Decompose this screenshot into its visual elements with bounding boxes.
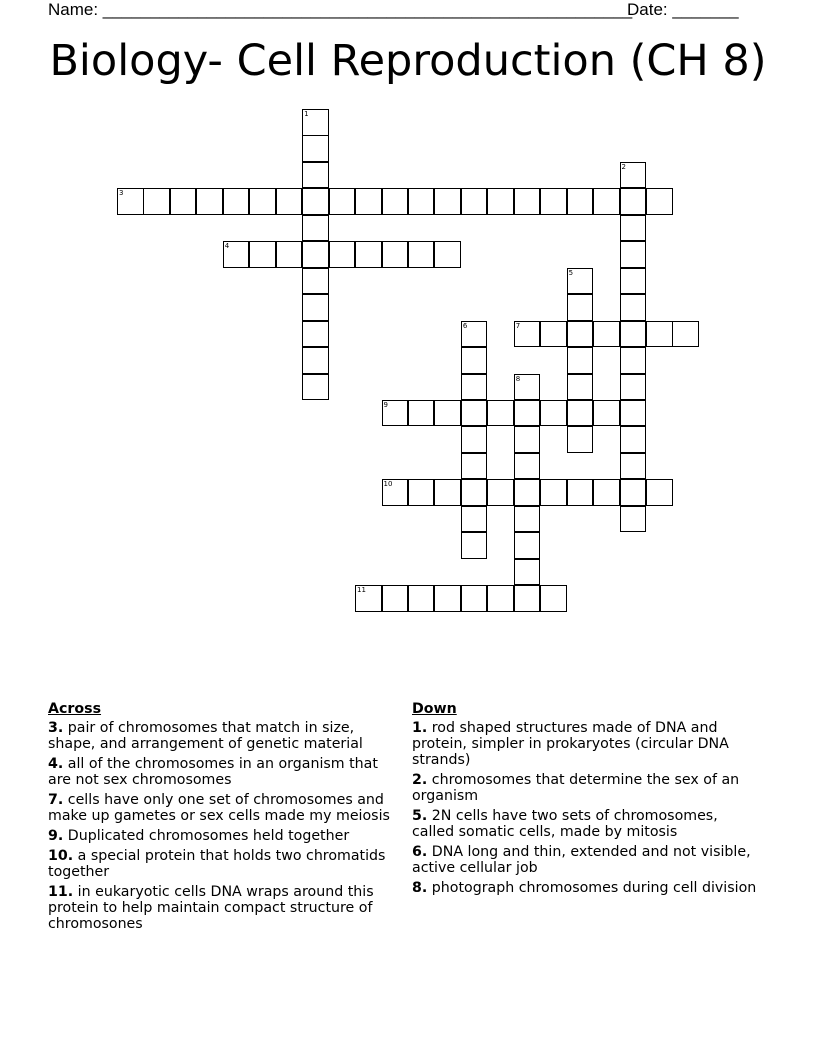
grid-cell[interactable] — [408, 479, 435, 506]
grid-cell[interactable] — [620, 400, 647, 427]
clue-number: 1 — [304, 110, 309, 118]
grid-cell[interactable] — [223, 188, 250, 215]
clue-number: 10 — [383, 480, 393, 489]
grid-cell[interactable] — [302, 135, 329, 162]
grid-cell[interactable] — [646, 321, 673, 348]
grid-cell[interactable] — [461, 532, 488, 559]
grid-cell[interactable] — [567, 479, 594, 506]
grid-cell[interactable] — [461, 400, 488, 427]
grid-cell[interactable] — [302, 321, 329, 348]
grid-cell[interactable] — [461, 374, 488, 401]
grid-cell[interactable] — [302, 268, 329, 295]
grid-cell[interactable] — [646, 188, 673, 215]
grid-cell[interactable] — [434, 241, 461, 268]
clue-number: 2 — [621, 162, 627, 171]
grid-cell[interactable] — [487, 585, 514, 612]
grid-cell[interactable] — [302, 294, 329, 321]
grid-cell[interactable] — [196, 188, 223, 215]
grid-cell[interactable] — [302, 162, 329, 189]
grid-cell[interactable] — [567, 347, 594, 374]
grid-cell[interactable] — [461, 347, 488, 374]
grid-cell[interactable] — [408, 241, 435, 268]
grid-cell[interactable] — [408, 188, 435, 215]
grid-cell[interactable] — [382, 585, 409, 612]
clue-number: 5 — [568, 268, 574, 277]
grid-cell[interactable] — [593, 479, 620, 506]
clue-number: 11 — [357, 586, 366, 595]
grid-cell[interactable] — [461, 426, 488, 453]
grid-cell[interactable] — [302, 188, 329, 215]
grid-cell[interactable] — [620, 241, 647, 268]
grid-cell[interactable] — [434, 400, 461, 427]
grid-cell[interactable] — [408, 585, 435, 612]
down-clue-1: 1. rod shaped structures made of DNA and protein, simpler in prokaryotes (circular DNA strands) — [412, 720, 729, 768]
down-clue-5: 5. 2N cells have two sets of chromosomes, called somatic cells, made by mitosis — [412, 808, 718, 840]
grid-cell[interactable] — [672, 321, 699, 348]
grid-cell[interactable] — [302, 215, 329, 242]
across-clue-9: 9. Duplicated chromosomes held together — [48, 828, 350, 844]
across-clue-3: 3. pair of chromosomes that match in size, shape, and arrangement of genetic material — [48, 720, 363, 752]
page-title: Biology- Cell Reproduction (CH 8) — [49, 36, 767, 86]
grid-cell[interactable] — [514, 188, 541, 215]
grid-cell[interactable] — [567, 188, 594, 215]
grid-cell[interactable] — [487, 188, 514, 215]
clue-number: 9 — [383, 400, 388, 409]
clue-number: 4 — [224, 242, 230, 251]
grid-cell[interactable] — [540, 479, 567, 506]
grid-cell[interactable] — [646, 479, 673, 506]
grid-cell[interactable] — [170, 188, 197, 215]
grid-cell[interactable] — [434, 188, 461, 215]
grid-cell[interactable] — [382, 188, 409, 215]
across-clue-10: 10. a special protein that holds two chromatids together — [48, 848, 386, 880]
grid-cell[interactable] — [461, 453, 488, 480]
grid-cell[interactable] — [434, 479, 461, 506]
grid-cell[interactable] — [461, 585, 488, 612]
clue-number: 3 — [119, 189, 124, 198]
grid-cell[interactable] — [355, 241, 382, 268]
grid-cell[interactable] — [143, 188, 170, 215]
across-clue-7: 7. cells have only one set of chromosomes and make up gametes or sex cells made my meiosis — [48, 792, 390, 824]
grid-cell[interactable] — [620, 479, 647, 506]
grid-cell[interactable] — [514, 559, 541, 586]
grid-cell[interactable] — [567, 374, 594, 401]
across-heading: Across — [48, 701, 102, 717]
grid-cell[interactable] — [620, 321, 647, 348]
grid-cell[interactable] — [382, 241, 409, 268]
grid-cell[interactable] — [514, 453, 541, 480]
grid-cell[interactable] — [514, 400, 541, 427]
grid-cell[interactable] — [567, 400, 594, 427]
down-clue-8: 8. photograph chromosomes during cell division — [412, 880, 757, 896]
grid-cell[interactable] — [461, 479, 488, 506]
grid-cell[interactable] — [567, 294, 594, 321]
down-clue-2: 2. chromosomes that determine the sex of an organism — [412, 772, 740, 804]
grid-cell[interactable] — [620, 347, 647, 374]
grid-cell[interactable] — [540, 400, 567, 427]
grid-cell[interactable] — [620, 188, 647, 215]
name-label: Name: ________________________________________________________ — [48, 0, 633, 19]
grid-cell[interactable] — [620, 453, 647, 480]
grid-cell[interactable] — [329, 188, 356, 215]
grid-cell[interactable] — [276, 241, 303, 268]
grid-cell[interactable] — [514, 506, 541, 533]
grid-cell[interactable] — [620, 294, 647, 321]
grid-cell[interactable] — [487, 479, 514, 506]
grid-cell[interactable] — [487, 400, 514, 427]
grid-cell[interactable] — [620, 506, 647, 533]
grid-cell[interactable] — [620, 426, 647, 453]
grid-cell[interactable] — [276, 188, 303, 215]
grid-cell[interactable] — [302, 241, 329, 268]
clue-number: 7 — [515, 321, 521, 330]
grid-cell[interactable] — [540, 188, 567, 215]
grid-cell[interactable] — [302, 374, 329, 401]
grid-cell[interactable] — [302, 347, 329, 374]
clue-number: 6 — [462, 321, 468, 330]
down-clue-6: 6. DNA long and thin, extended and not visible, active cellular job — [412, 844, 751, 876]
grid-cell[interactable] — [434, 585, 461, 612]
grid-cell[interactable] — [249, 241, 276, 268]
down-heading: Down — [412, 701, 457, 717]
grid-cell[interactable] — [408, 400, 435, 427]
across-clues — [48, 701, 398, 936]
grid-cell[interactable] — [249, 188, 276, 215]
across-clue-4: 4. all of the chromosomes in an organism that are not sex chromosomes — [48, 756, 378, 788]
grid-cell[interactable] — [567, 426, 594, 453]
grid-cell[interactable] — [593, 321, 620, 348]
grid-cell[interactable] — [514, 479, 541, 506]
grid-cell[interactable] — [514, 585, 541, 612]
grid-cell[interactable] — [514, 532, 541, 559]
grid-cell[interactable] — [593, 188, 620, 215]
grid-cell[interactable] — [514, 426, 541, 453]
date-label: Date: _______ — [627, 0, 739, 19]
grid-cell[interactable] — [540, 321, 567, 348]
grid-cell[interactable] — [461, 188, 488, 215]
grid-cell[interactable] — [593, 400, 620, 427]
grid-cell[interactable] — [620, 268, 647, 295]
across-clue-11: 11. in eukaryotic cells DNA wraps around this protein to help maintain compact structure of chromosones — [48, 884, 374, 932]
grid-cell[interactable] — [620, 374, 647, 401]
grid-cell[interactable] — [567, 321, 594, 348]
down-clues — [412, 701, 757, 900]
grid-cell[interactable] — [620, 215, 647, 242]
grid-cell[interactable] — [355, 188, 382, 215]
grid-cell[interactable] — [540, 585, 567, 612]
grid-cell[interactable] — [329, 241, 356, 268]
grid-cell[interactable] — [461, 506, 488, 533]
clue-number: 8 — [515, 374, 521, 383]
